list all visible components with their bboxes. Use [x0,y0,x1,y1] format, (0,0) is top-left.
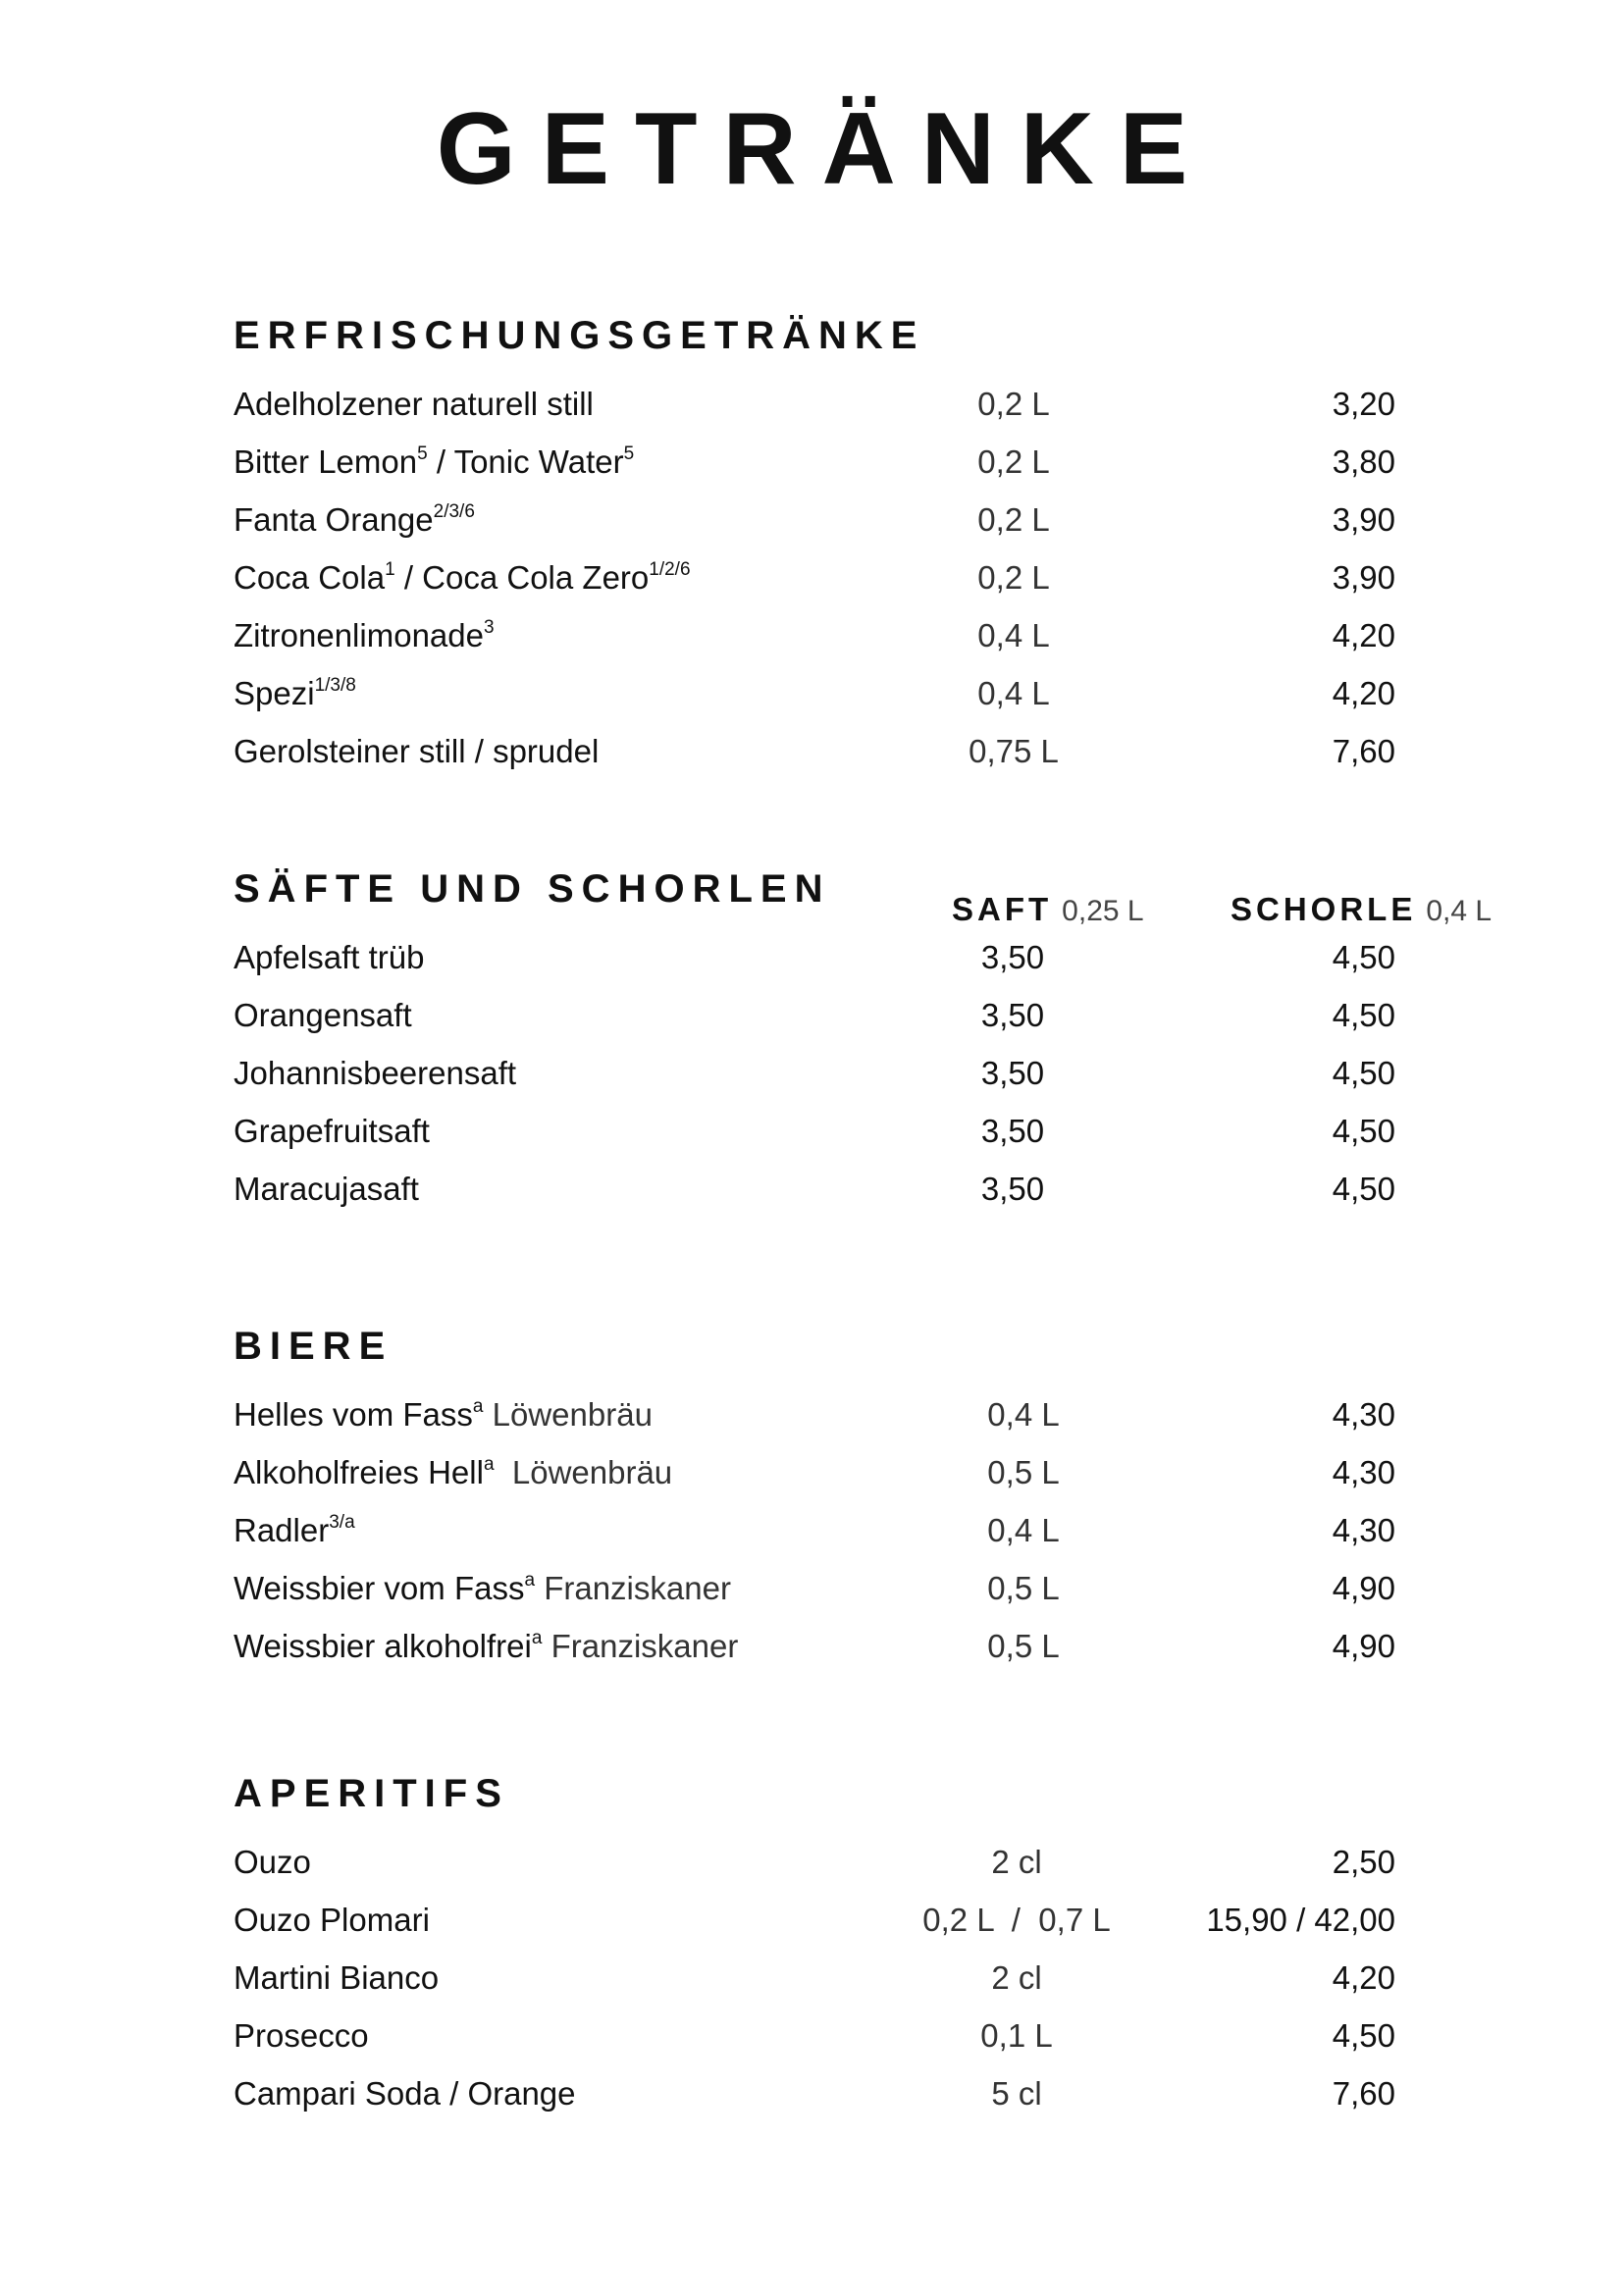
column-header-saft [952,893,1144,926]
allergen-note: 2/3/6 [433,501,475,522]
item-name [234,732,599,771]
price-schorle: 4,50 [1332,1113,1395,1149]
table-row [234,938,1509,987]
item-price: 4,20 [1332,675,1395,711]
table-row [234,2016,1509,2065]
table-row [234,1395,1509,1444]
column-label: SCHORLE [1231,891,1417,927]
item-name [234,443,634,482]
item-name-text: Helles vom Fass [234,1396,473,1433]
item-name [234,1453,672,1492]
item-name-text: Adelholzener naturell still [234,386,594,422]
item-name [234,1569,731,1608]
allergen-note: 1 [385,559,395,580]
brewery-name: Löwenbräu [494,1454,673,1490]
item-name [234,1627,738,1666]
allergen-note: a [524,1570,536,1591]
table-row [234,1958,1509,2008]
table-row [234,674,1509,723]
column-volume: 0,4 L [1426,895,1493,927]
table-row [234,1112,1509,1161]
table-row [234,385,1509,434]
allergen-note: 3 [483,617,495,638]
item-volume: 0,5 L [987,1570,1060,1606]
item-volume: 0,4 L [987,1396,1060,1433]
item-name-text: Zitronenlimonade [234,617,484,653]
item-price: 4,90 [1332,1570,1395,1606]
item-volume: 0,4 L [977,617,1050,653]
item-volume: 5 cl [991,2075,1042,2112]
table-row [234,1170,1509,1219]
item-price: 4,20 [1332,617,1395,653]
item-name-text: Gerolsteiner still / sprudel [234,733,600,769]
item-name-text: Spezi [234,675,315,711]
item-name-text: Alkoholfreies Hell [234,1454,484,1490]
item-name: Maracujasaft [234,1171,419,1207]
item-name [234,558,691,598]
price-saft: 3,50 [980,939,1045,975]
section-heading: ERFRISCHUNGSGETRÄNKE [234,314,925,357]
table-row [234,500,1509,549]
price-saft: 3,50 [980,997,1045,1033]
allergen-note: a [472,1396,484,1417]
item-name [234,1395,653,1435]
table-row [234,1569,1509,1618]
item-name [234,616,495,655]
section-heading: BIERE [234,1325,393,1368]
item-price: 3,90 [1332,501,1395,538]
table-row [234,616,1509,665]
price-saft: 3,50 [980,1055,1045,1091]
table-row [234,2074,1509,2123]
item-price: 4,90 [1332,1628,1395,1664]
item-name: Johannisbeerensaft [234,1055,517,1091]
item-volume: 0,75 L [969,733,1059,769]
item-volume: 0,2 L [977,501,1050,538]
item-name-text: Weissbier alkoholfrei [234,1628,532,1664]
table-row [234,558,1509,607]
table-row [234,1901,1509,1950]
item-price: 4,20 [1332,1959,1395,1996]
table-row [234,1843,1509,1892]
column-header-schorle [1231,893,1492,926]
item-name [234,500,475,540]
item-price: 4,30 [1332,1454,1395,1490]
table-row [234,732,1509,781]
allergen-note: a [531,1628,543,1648]
allergen-note: a [483,1454,495,1475]
item-name-text: Bitter Lemon [234,444,418,480]
item-volume: 0,1 L [980,2017,1053,2054]
price-saft: 3,50 [980,1171,1045,1207]
item-price: 3,20 [1332,386,1395,422]
price-schorle: 4,50 [1332,1171,1395,1207]
item-name [234,1511,355,1550]
page-title: GETRÄNKE [436,92,1214,206]
item-name-text: Coca Cola [234,559,386,596]
item-price: 3,90 [1332,559,1395,596]
item-volume: 0,2 L [977,444,1050,480]
item-price: 15,90 / 42,00 [1206,1902,1395,1938]
item-name: Campari Soda / Orange [234,2075,576,2112]
allergen-note: 1/2/6 [649,559,691,580]
item-name [234,385,594,424]
price-schorle: 4,50 [1332,939,1395,975]
item-price: 4,30 [1332,1396,1395,1433]
table-row [234,1054,1509,1103]
item-name-text: / Coca Cola Zero [394,559,650,596]
item-price: 7,60 [1332,733,1395,769]
item-volume: 0,4 L [987,1512,1060,1548]
allergen-note: 1/3/8 [314,675,356,696]
price-schorle: 4,50 [1332,1055,1395,1091]
allergen-note: 5 [623,444,635,464]
table-row [234,1627,1509,1676]
item-volume: 0,2 L [977,559,1050,596]
item-name [234,674,356,713]
item-volume: 0,5 L [987,1628,1060,1664]
item-price: 7,60 [1332,2075,1395,2112]
brewery-name: Franziskaner [542,1628,739,1664]
item-price: 4,50 [1332,2017,1395,2054]
item-price: 3,80 [1332,444,1395,480]
item-volume: 0,2 L / 0,7 L [922,1902,1111,1938]
item-price: 2,50 [1332,1844,1395,1880]
table-row [234,443,1509,492]
brewery-name: Löwenbräu [483,1396,653,1433]
allergen-note: 5 [417,444,428,464]
item-name: Grapefruitsaft [234,1113,430,1149]
section-heading: SÄFTE UND SCHORLEN [234,867,831,911]
item-name-text: Radler [234,1512,330,1548]
price-schorle: 4,50 [1332,997,1395,1033]
item-name: Prosecco [234,2017,369,2054]
table-row [234,1511,1509,1560]
item-name-text: Weissbier vom Fass [234,1570,525,1606]
price-saft: 3,50 [980,1113,1045,1149]
column-volume: 0,25 L [1062,895,1144,927]
brewery-name: Franziskaner [535,1570,731,1606]
item-volume: 0,5 L [987,1454,1060,1490]
column-label: SAFT [952,891,1053,927]
item-name-text: / Tonic Water [427,444,624,480]
allergen-note: 3/a [329,1512,355,1533]
item-volume: 2 cl [991,1844,1042,1880]
section-heading: APERITIFS [234,1772,509,1815]
item-name: Apfelsaft trüb [234,939,425,975]
item-name: Ouzo [234,1844,311,1880]
table-row [234,1453,1509,1502]
table-row [234,996,1509,1045]
item-name: Martini Bianco [234,1959,440,1996]
item-volume: 2 cl [991,1959,1042,1996]
item-price: 4,30 [1332,1512,1395,1548]
item-volume: 0,2 L [977,386,1050,422]
item-name-text: Fanta Orange [234,501,434,538]
item-volume: 0,4 L [977,675,1050,711]
item-name: Orangensaft [234,997,412,1033]
item-name: Ouzo Plomari [234,1902,430,1938]
